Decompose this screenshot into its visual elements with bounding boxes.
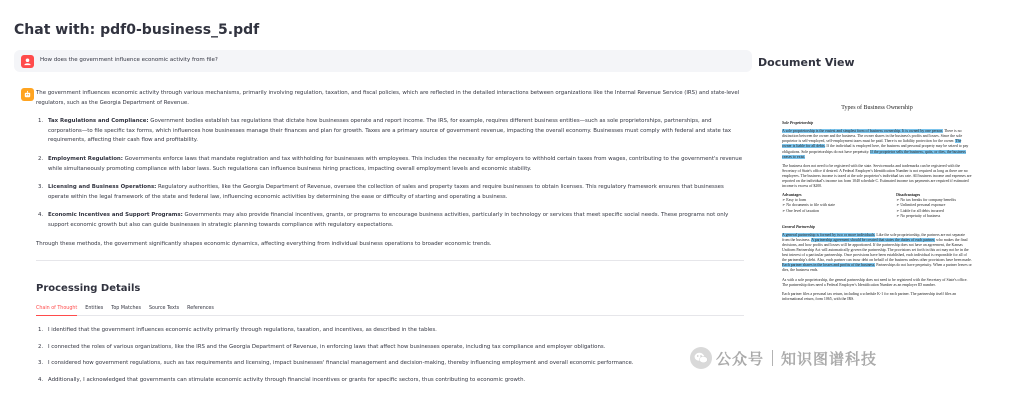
doc-highlight: A general partnership is formed by two or more individuals. [782,232,876,237]
doc-list-item: ➢ No tax breaks for company benefits [896,198,956,203]
document-view-title: Document View [758,56,855,69]
doc-paragraph [782,233,972,274]
answer-item [36,155,744,174]
doc-list-item: ➢ Unlimited personal exposure [896,203,946,208]
answer-outro: Through these methods, the government significantly shapes economic dynamics, affecting everything from individual business operations to broader economic trends. [36,240,492,247]
thought-step-number: 2. [38,343,44,350]
chain-of-thought-list [36,326,744,392]
thought-step [36,376,744,393]
thought-step-text: I connected the roles of various organizations, like the IRS and the Georgia Department of Revenue, in enforcing laws that affect how businesses operate, including tax compliance and employer obligations. [48,343,606,350]
doc-advantages-heading: Advantages [782,193,802,198]
doc-list-item: ➢ No perpetuity of business [896,213,941,218]
answer-item-text: Regulatory authorities, like the Georgia Department of Revenue, oversee the collection of sales and property taxes and require businesses to obtain licenses. This regulatory framework ensures that businesses operate within the legal framework of the state and federal law, influencing economic activities by determining the ease or difficulty of starting and operating a business. [48,184,724,200]
wechat-icon [690,347,712,369]
thought-step-text: I identified that the government influences economic activity primarily through regulations, taxation, and incentives, as described in the tables. [48,327,437,333]
tab-references[interactable]: References [187,306,214,311]
thought-step-text: I considered how government regulations, such as tax requirements and licensing, impact businesses' financial management and decision-making, thereby influencing employment and overall economic performance. [48,360,634,366]
answer-item-number: 2. [38,155,44,162]
answer-item-number: 3. [38,184,44,191]
processing-tabs [36,306,744,316]
doc-paragraph: The business does not need to be registered with the state. Servicemarks and trademarks can be registered with the Secretary of State's office if desired. A Federal Employer's Identification Number is not required as long as there are no employees. The business income is taxed at the sole proprietor's individual tax rate. All business income and expenses are reported on the individual's income tax form 1040 schedule C. Estimated income tax payments are required if estimated income is excess of $200. [782,163,972,189]
doc-disadvantages [896,193,956,218]
answer-item-text: Governments enforce laws that mandate registration and tax withholding for businesses with employees. This includes the necessity for employers to withhold certain taxes from wages, contributing to the government's revenue while simultaneously promoting compliance with labor laws. Such regulations can influence business hiring practices, impacting overall employment levels and economic stability. [48,155,743,172]
thought-step [36,359,744,376]
user-message [14,50,752,72]
section-divider [36,260,744,261]
user-question: How does the government influence economic activity from file? [40,57,218,63]
answer-item [36,211,744,230]
answer-item-number: 4. [38,212,44,219]
thought-step [36,343,744,360]
doc-list-item: ➢ Easy to form [782,198,807,203]
answer-item [36,117,744,146]
answer-intro: The government influences economic activity through various mechanisms, primarily involving regulation, taxation, and fiscal policies, which are reflected in the detailed interactions between organizations like the Internal Revenue Service (IRS) and state-level regulators, such as the Georgia Department of Revenue. [36,90,740,106]
doc-paragraph: Each partner files a personal tax return, including a schedule K-1 for each partner. The partnership itself files an informational return, form 1065, with the IRS. [782,291,957,301]
thought-step [36,326,744,343]
tab-top-matches[interactable]: Top Matches [111,306,141,311]
thought-step-text: Additionally, I acknowledged that governments can stimulate economic activity through financial incentives or grants for specific sectors, thus contributing to economic growth. [48,376,526,383]
page-title: Chat with: pdf0-business_5.pdf [14,22,260,38]
answer-item [36,183,744,202]
doc-text: Like the sole proprietorship, the partners are not separate from the business. [782,232,966,242]
doc-text: There is no distinction between the owner and the business. The owner shares in the business's profits and losses. Since the sole proprietor is self-employed, self-employment taxes must be paid. There is no liability protection for the owner. [782,129,963,144]
tab-entities[interactable]: Entities [85,306,104,311]
assistant-answer [36,89,744,249]
doc-paragraph: As with a sole proprietorship, the general partnership does not need to be registered with the Secretary of State's office. The partnership does need a Federal Employer's Identification Number as an employer ID number. [782,277,968,287]
doc-highlight: A sole proprietorship is the easiest and simplest form of business ownership. It is owned by one person. [782,129,944,134]
answer-list [36,117,744,230]
doc-list-item: ➢ Liable for all debts incurred [896,208,944,213]
tab-chain-of-thought[interactable]: Chain of Thought [36,306,77,316]
doc-list-item: ➢ One level of taxation [782,208,819,213]
assistant-avatar-icon [21,88,34,101]
doc-highlight: Each partner shares in the losses and profits of the business. [782,263,876,268]
tab-source-texts[interactable]: Source Texts [148,306,180,311]
watermark-text: 公众号 [716,349,765,368]
watermark-separator [772,350,773,366]
thought-step-number: 4. [38,376,44,383]
answer-item-title: Licensing and Business Operations: [48,184,157,191]
doc-text: who makes the final decisions, and how profits and losses will be apportioned. If the partnership does not have an agreement, the Kansas Uniform Partnership Act will automatically govern the partnership. The provisions set forth in this act may not be in the best interest of a particular partnership. Once provisions have been established, each individual is responsible for all of the partnership's debt. Also, each partner can incur debt on behalf of the business unless other provisions have been made. [782,237,972,263]
answer-item-number: 1. [38,118,44,125]
doc-highlight: A partnership agreement should be created that states the duties of each partner, [811,237,936,242]
thought-step-number: 1. [38,327,44,333]
answer-item-text: Governments may also provide financial incentives, grants, or programs to encourage business activities, particularly in technology or services that meet specific social needs. These programs not only support economic growth but also can guide businesses in strategic planning towards compliance with regulatory expectations. [48,212,729,228]
doc-disadvantages-heading: Disadvantages [896,193,921,198]
doc-highlight: If the proprietor sells the business, quits, or dies, the business ceases to exist. [782,149,966,159]
watermark-text: 知识图谱科技 [781,349,878,368]
doc-section-heading: General Partnership [782,224,815,229]
doc-page-heading: Types of Business Ownership [841,105,913,111]
answer-item-title: Employment Regulation: [48,155,123,162]
user-avatar-icon [21,55,34,68]
answer-item-text: Government bodies establish tax regulations that dictate how businesses operate and report income. The IRS, for example, requires different business entities—such as sole proprietorships, partnerships, and corporations—to file specific tax forms, which influences how businesses manage their finances and plan for growth. Taxes are a primary source of government revenue, impacting the overall economy. Businesses must comply with federal and state tax requirements, affecting their cash flow and profitability. [48,118,732,144]
document-panel [752,0,1012,400]
doc-text: If the individual is employed here, the business and personal property may be seized to pay obligations. Sole proprietorships do not have perpetuity. [782,144,969,154]
doc-paragraph [782,129,972,160]
doc-section-heading: Sole Proprietorship [782,121,814,126]
processing-details-title: Processing Details [36,283,141,294]
doc-highlight: The owner is liable for all debts. [782,139,962,149]
doc-list-item: ➢ No documents to file with state [782,203,835,208]
answer-item-title: Economic Incentives and Support Programs: [48,212,183,219]
thought-step-number: 3. [38,360,44,366]
answer-item-title: Tax Regulations and Compliance: [48,118,149,125]
doc-text: Partnerships do not have perpetuity. When a partner leaves or dies, the business ends. [782,263,972,273]
doc-pros-cons [782,193,972,218]
watermark [690,341,1012,375]
doc-advantages [782,193,835,218]
